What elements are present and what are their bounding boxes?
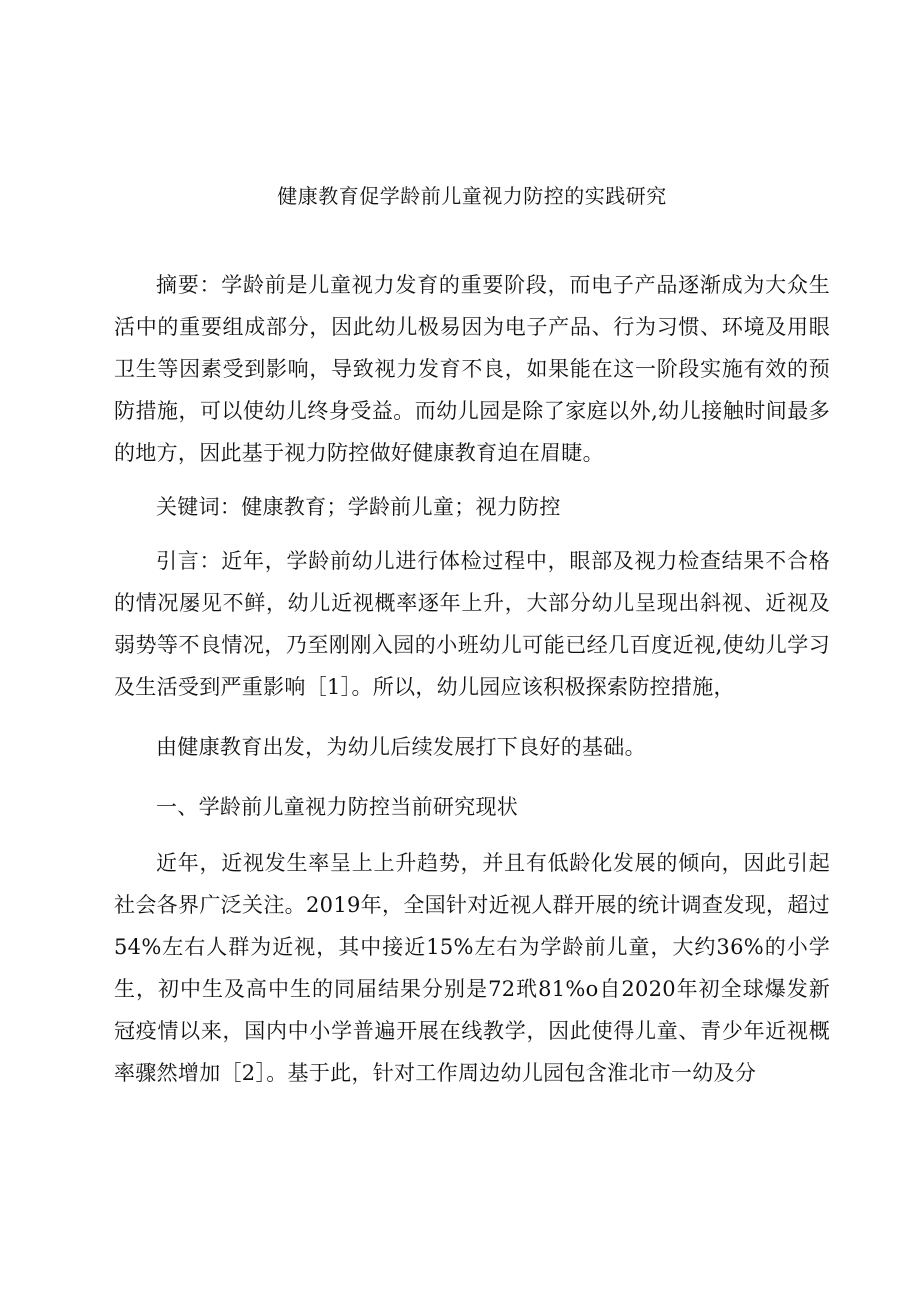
section-1-paragraph: 近年，近视发生率呈上上升趋势，并且有低龄化发展的倾向，因此引起社会各界广泛关注。2019年，全国针对近视人群开展的统计调查发现，超过54%左右人群为近视，其中接近15%左右为学龄前儿童，大约36%的小学生，初中生及高中生的同届结果分别是72玳81%o自2020年初全球爆发新冠疫情以来，国内中小学普遍开展在线教学，因此使得儿童、青少年近视概率骤然增加［2］。基于此，针对工作周边幼儿园包含淮北市一幼及分 <box>114 851 830 1085</box>
document-title: 健康教育促学龄前儿童视力防控的实践研究 <box>277 184 667 208</box>
intro-continuation-paragraph: 由健康教育出发，为幼儿后续发展打下良好的基础。 <box>156 735 646 759</box>
section-1-heading: 一、学龄前儿童视力防控当前研究现状 <box>156 795 519 819</box>
abstract-paragraph: 摘要：学龄前是儿童视力发育的重要阶段，而电子产品逐渐成为大众生活中的重要组成部分，因此幼儿极易因为电子产品、行为习惯、环境及用眼卫生等因素受到影响，导致视力发育不良，如果能在这一阶段实施有效的预防措施，可以使幼儿终身受益。而幼儿园是除了家庭以外,幼儿接触时间最多的地方，因此基于视力防控做好健康教育迫在眉睫。 <box>114 273 830 465</box>
keywords-paragraph: 关键词：健康教育；学龄前儿童；视力防控 <box>156 495 561 519</box>
intro-paragraph: 引言：近年，学龄前幼儿进行体检过程中，眼部及视力检查结果不合格的情况屡见不鲜，幼儿近视概率逐年上升，大部分幼儿呈现出斜视、近视及弱势等不良情况，乃至刚刚入园的小班幼儿可能已经几百度近视,使幼儿学习及生活受到严重影响［1］。所以，幼儿园应该积极探索防控措施， <box>114 549 830 699</box>
